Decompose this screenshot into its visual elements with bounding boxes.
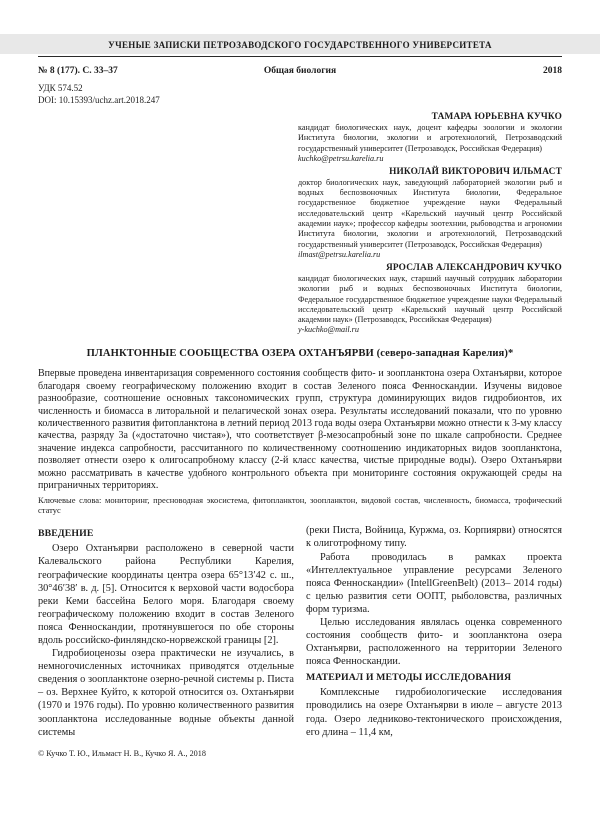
body-paragraph: Гидробиоценозы озера практически не изучались, в немногочисленных источниках приводятся отдельные сведения о зоопланктоне озерно-речной системы р. Писта – оз. Верхнее Куйто, к которой относится оз. Охтанъярви (1970 и 1976 годы). По уровню количественного развития зоопланктона исследованные водные объекты данной системы [38,648,294,738]
author-affiliation: кандидат биологических наук, доцент кафедры зоологии и экологии Института биологии, экологии и агротехнологий, Петрозаводский государственный университет (Петрозаводск, Российская Федерация) [298,123,562,153]
author-name: НИКОЛАЙ ВИКТОРОВИЧ ИЛЬМАСТ [389,166,562,177]
two-column-body [38,524,562,757]
article-title: ПЛАНКТОННЫЕ СООБЩЕСТВА ОЗЕРА ОХТАНЪЯРВИ (северо-западная Карелия)* [86,348,514,360]
body-paragraph: (реки Писта, Войница, Куржма, оз. Корпиярви) относятся к олиготрофному типу. [306,525,562,550]
header-rule [38,56,562,57]
author-affiliation: доктор биологических наук, заведующий лабораторией экологии рыб и водных беспозвоночных Института биологии, Федеральное государственное бюджетное учреждение науки Федеральный исследовательский центр «Карельский научный центр Российской академии наук»; профессор кафедры зоотехнии, рыбоводства и агрономии Института биологии, экологии и агротехнологий, Петрозаводский государственный университет (Петрозаводск, Российская Федерация) [298,177,562,249]
issue-row [38,66,562,76]
author-email: kuchko@petrsu.karelia.ru [298,153,384,163]
left-column [38,524,294,757]
publication-year: 2018 [543,66,563,76]
body-paragraph: Работа проводилась в рамках проекта «Интеллектуальное управление ресурсами Зеленого пояса Фенноскандии» (IntellGreenBelt) (2013– 2014 годы) с целью развития сети ООПТ, рыболовства, различных форм туризма. [306,551,562,615]
section-heading-materials-methods: МАТЕРИАЛ И МЕТОДЫ ИССЛЕДОВАНИЯ [306,672,512,684]
keywords-line: Ключевые слова: мониторинг, пресноводная экосистема, фитопланктон, зоопланктон, видовой состав, численность, биомасса, трофический статус [38,494,562,515]
section-name: Общая биология [263,66,337,76]
issue-info: № 8 (177). С. 33–37 [38,66,118,76]
body-paragraph: Озеро Охтанъярви расположено в северной части Калевальского района Республики Карелия, географические координаты центра озера 65°13′42 с. ш., 30°46′38′ в. д. [5]. Относится к верховой части водосбора реки Кеми бассейна Белого моря. Благодаря своему географическому положению входит в состав Зеленого пояса Фенноскандии, протянувшегося по обе стороны вдоль российско-финляндско-норвежской границы [2]. [38,543,294,646]
copyright-line: © Кучко Т. Ю., Ильмаст Н. В., Кучко Я. А., 2018 [38,748,206,758]
author-name: ТАМАРА ЮРЬЕВНА КУЧКО [431,112,562,122]
author-email: y-kuchko@mail.ru [298,325,359,335]
author-name: ЯРОСЛАВ АЛЕКСАНДРОВИЧ КУЧКО [385,262,562,273]
body-paragraph: Целью исследования являлась оценка современного состояния сообществ фито- и зоопланктона озера Охтанъярви, расположенного на территории Зеленого пояса Фенноскандии. [306,616,562,668]
journal-header-title: УЧЕНЫЕ ЗАПИСКИ ПЕТРОЗАВОДСКОГО ГОСУДАРСТВЕННОГО УНИВЕРСИТЕТА [108,40,492,50]
doi-line: DOI: 10.15393/uchz.art.2018.247 [38,95,160,105]
journal-header-band [0,34,600,54]
authors-block [298,112,562,335]
page-content [0,66,600,758]
abstract-text: Впервые проведена инвентаризация современного состояния сообществ фито- и зоопланктона озера Охтанъярви, которое благодаря своему географическому положению входит в состав Зеленого пояса Фенноскандии. Изучены видовое разнообразие, соотношение основных таксономических групп, структура доминирующих видов гидробионтов, их численность и биомасса в литоральной и пелагической зонах озера. Результаты исследований показали, что по уровню количественного развития фитопланктона в летний период 2013 года воды озера Охтанъярви можно отнести к 3-му классу качества, разряду 3а («достаточно чистая»), что соответствует β-мезосапробный зоне по шкале сапробности. Среднее значение индекса сапробности, рассчитанного по количественному соотношению индикаторных видов зоопланктона, позволяет отнести озеро к олигосапробному классу (2-й класс качества, чистые природные воды). Озеро Охтанъярви можно рассматривать в качестве удобного контрольного объекта при мониторинге состояния окружающей среды на приграничных территориях. [38,368,563,492]
udc-code: УДК 574.52 [38,83,83,93]
author-affiliation: кандидат биологических наук, старший научный сотрудник лаборатории экологии рыб и водных беспозвоночных Института биологии, Федеральное государственное бюджетное учреждение науки Федеральный исследовательский центр «Карельский научный центр Российской академии наук» (Петрозаводск, Российская Федерация) [298,273,562,325]
author-email: ilmast@petrsu.karelia.ru [298,249,381,259]
body-paragraph: Комплексные гидробиологические исследования проводились на озере Охтанъярви в июле – августе 2013 года. Озеро ледниково-тектонического происхождения, его длина – 11,4 км, [306,687,562,738]
right-column [306,524,562,757]
section-heading-introduction: ВВЕДЕНИЕ [38,528,94,540]
